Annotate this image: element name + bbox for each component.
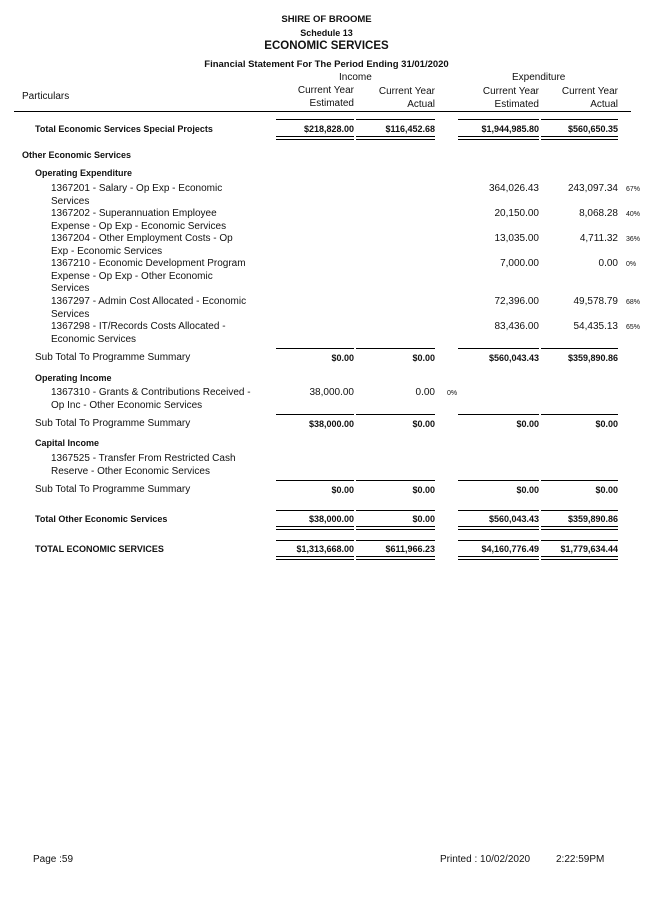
- grand-total-label: TOTAL ECONOMIC SERVICES: [35, 544, 164, 554]
- capinc-heading: Capital Income: [35, 438, 100, 448]
- grand-total-inc-est: $1,313,668.00: [296, 544, 354, 554]
- capinc-subtotal-label: Sub Total To Programme Summary: [35, 484, 191, 495]
- col-rule: [458, 414, 539, 415]
- opex-row-exp-act: 54,435.13: [573, 321, 618, 332]
- col-rule: [541, 119, 618, 120]
- col-rule: [541, 348, 618, 349]
- opex-heading: Operating Expenditure: [35, 168, 133, 178]
- col-rule: [458, 119, 539, 120]
- col-rule: [276, 540, 354, 541]
- income-heading: Income: [339, 72, 372, 83]
- org-name: SHIRE OF BROOME: [281, 14, 372, 25]
- total-other-label: Total Other Economic Services: [35, 514, 168, 524]
- opex-row-pct: 0%: [626, 261, 637, 268]
- double-rule: [356, 136, 435, 140]
- opex-row-exp-est: 20,150.00: [494, 208, 539, 219]
- double-rule: [541, 526, 618, 530]
- col-rule: [541, 540, 618, 541]
- double-rule: [276, 136, 354, 140]
- double-rule: [458, 556, 539, 560]
- col-rule: [458, 510, 539, 511]
- expenditure-actual-heading: Current Year Actual: [561, 86, 618, 110]
- double-rule: [541, 136, 618, 140]
- opex-subtotal-label: Sub Total To Programme Summary: [35, 352, 191, 363]
- statement-subtitle: Financial Statement For The Period Ending 31/01/2020: [204, 59, 449, 70]
- capinc-subtotal-exp-act: $0.00: [595, 485, 618, 495]
- col-rule: [458, 348, 539, 349]
- schedule-label: Schedule 13: [300, 28, 353, 38]
- double-rule: [276, 526, 354, 530]
- expenditure-heading: Expenditure: [512, 72, 566, 83]
- opinc-subtotal-label: Sub Total To Programme Summary: [35, 418, 191, 429]
- col-rule: [541, 510, 618, 511]
- opex-row-pct: 68%: [626, 299, 641, 306]
- col-rule: [276, 348, 354, 349]
- col-rule: [541, 480, 618, 481]
- col-rule: [458, 540, 539, 541]
- page-title: ECONOMIC SERVICES: [264, 40, 389, 52]
- other-services-heading: Other Economic Services: [22, 150, 132, 160]
- special-projects-inc-act: $116,452.68: [385, 124, 435, 134]
- double-rule: [458, 136, 539, 140]
- special-projects-exp-act: $560,650.35: [567, 124, 618, 134]
- col-rule: [458, 480, 539, 481]
- opex-row-label: 1367201 - Salary - Op Exp - Economic Services: [51, 183, 223, 207]
- opinc-subtotal-inc-est: $38,000.00: [308, 419, 354, 429]
- opinc-heading: Operating Income: [35, 373, 112, 383]
- opex-subtotal-inc-est: $0.00: [331, 353, 354, 363]
- special-projects-label: Total Economic Services Special Projects: [35, 124, 213, 134]
- opex-row-pct: 67%: [626, 186, 641, 193]
- opex-subtotal-inc-act: $0.00: [412, 353, 435, 363]
- opex-row-label: 1367202 - Superannuation Employee Expense - Op Exp - Economic Services: [51, 208, 227, 232]
- opex-subtotal-exp-act: $359,890.86: [567, 353, 618, 363]
- printed-time: 2:22:59PM: [556, 854, 605, 865]
- opex-row-pct: 40%: [626, 211, 641, 218]
- opex-row-pct: 36%: [626, 236, 641, 243]
- col-rule: [541, 414, 618, 415]
- col-rule: [276, 510, 354, 511]
- total-other-exp-act: $359,890.86: [567, 514, 618, 524]
- special-projects-inc-est: $218,828.00: [303, 124, 354, 134]
- opinc-row-inc-est: 38,000.00: [309, 387, 354, 398]
- particulars-heading: Particulars: [22, 91, 70, 102]
- opex-row-exp-act: 243,097.34: [567, 183, 618, 194]
- double-rule: [458, 526, 539, 530]
- opex-row-exp-est: 72,396.00: [494, 296, 539, 307]
- opex-row-label: 1367297 - Admin Cost Allocated - Economic Services: [51, 296, 247, 320]
- capinc-subtotal-inc-act: $0.00: [412, 485, 435, 495]
- grand-total-exp-est: $4,160,776.49: [481, 544, 539, 554]
- opex-row-exp-act: 8,068.28: [579, 208, 618, 219]
- opinc-row-inc-act: 0.00: [415, 387, 435, 398]
- grand-total-exp-act: $1,779,634.44: [560, 544, 618, 554]
- col-rule: [276, 480, 354, 481]
- double-rule: [356, 526, 435, 530]
- col-rule: [356, 414, 435, 415]
- opex-row-exp-est: 13,035.00: [494, 233, 539, 244]
- col-rule: [356, 510, 435, 511]
- income-estimated-heading: Current Year Estimated: [297, 85, 354, 109]
- opex-row-exp-act: 4,711.32: [579, 233, 618, 244]
- opinc-row-label: 1367310 - Grants & Contributions Received - Op Inc - Other Economic Services: [51, 387, 251, 411]
- opinc-subtotal-inc-act: $0.00: [412, 419, 435, 429]
- double-rule: [276, 556, 354, 560]
- opinc-subtotal-exp-act: $0.00: [595, 419, 618, 429]
- page-number: Page :59: [33, 854, 74, 865]
- opex-row-label: 1367204 - Other Employment Costs - Op Exp - Economic Services: [51, 233, 233, 257]
- opinc-row-pct: 0%: [447, 390, 458, 397]
- opex-row-exp-est: 83,436.00: [494, 321, 539, 332]
- opex-row-exp-est: 364,026.43: [488, 183, 539, 194]
- total-other-inc-est: $38,000.00: [308, 514, 354, 524]
- printed-date: Printed : 10/02/2020: [440, 854, 531, 865]
- header-rule: [14, 111, 631, 112]
- opex-subtotal-exp-est: $560,043.43: [488, 353, 539, 363]
- income-actual-heading: Current Year Actual: [378, 86, 435, 110]
- col-rule: [356, 119, 435, 120]
- double-rule: [541, 556, 618, 560]
- opex-row-pct: 65%: [626, 324, 641, 331]
- opex-row-exp-act: 49,578.79: [573, 296, 618, 307]
- col-rule: [276, 119, 354, 120]
- col-rule: [356, 348, 435, 349]
- col-rule: [276, 414, 354, 415]
- total-other-inc-act: $0.00: [412, 514, 435, 524]
- total-other-exp-est: $560,043.43: [488, 514, 539, 524]
- capinc-subtotal-exp-est: $0.00: [516, 485, 539, 495]
- col-rule: [356, 540, 435, 541]
- opex-row-label: 1367210 - Economic Development Program Expense - Op Exp - Other Economic Services: [51, 258, 246, 294]
- opinc-subtotal-exp-est: $0.00: [516, 419, 539, 429]
- capinc-subtotal-inc-est: $0.00: [331, 485, 354, 495]
- capinc-row-label: 1367525 - Transfer From Restricted Cash Reserve - Other Economic Services: [51, 453, 236, 477]
- double-rule: [356, 556, 435, 560]
- opex-row-exp-est: 7,000.00: [500, 258, 539, 269]
- opex-row-label: 1367298 - IT/Records Costs Allocated - Economic Services: [51, 321, 226, 345]
- opex-row-exp-act: 0.00: [598, 258, 618, 269]
- grand-total-inc-act: $611,966.23: [385, 544, 435, 554]
- special-projects-exp-est: $1,944,985.80: [481, 124, 539, 134]
- expenditure-estimated-heading: Current Year Estimated: [482, 86, 539, 110]
- col-rule: [356, 480, 435, 481]
